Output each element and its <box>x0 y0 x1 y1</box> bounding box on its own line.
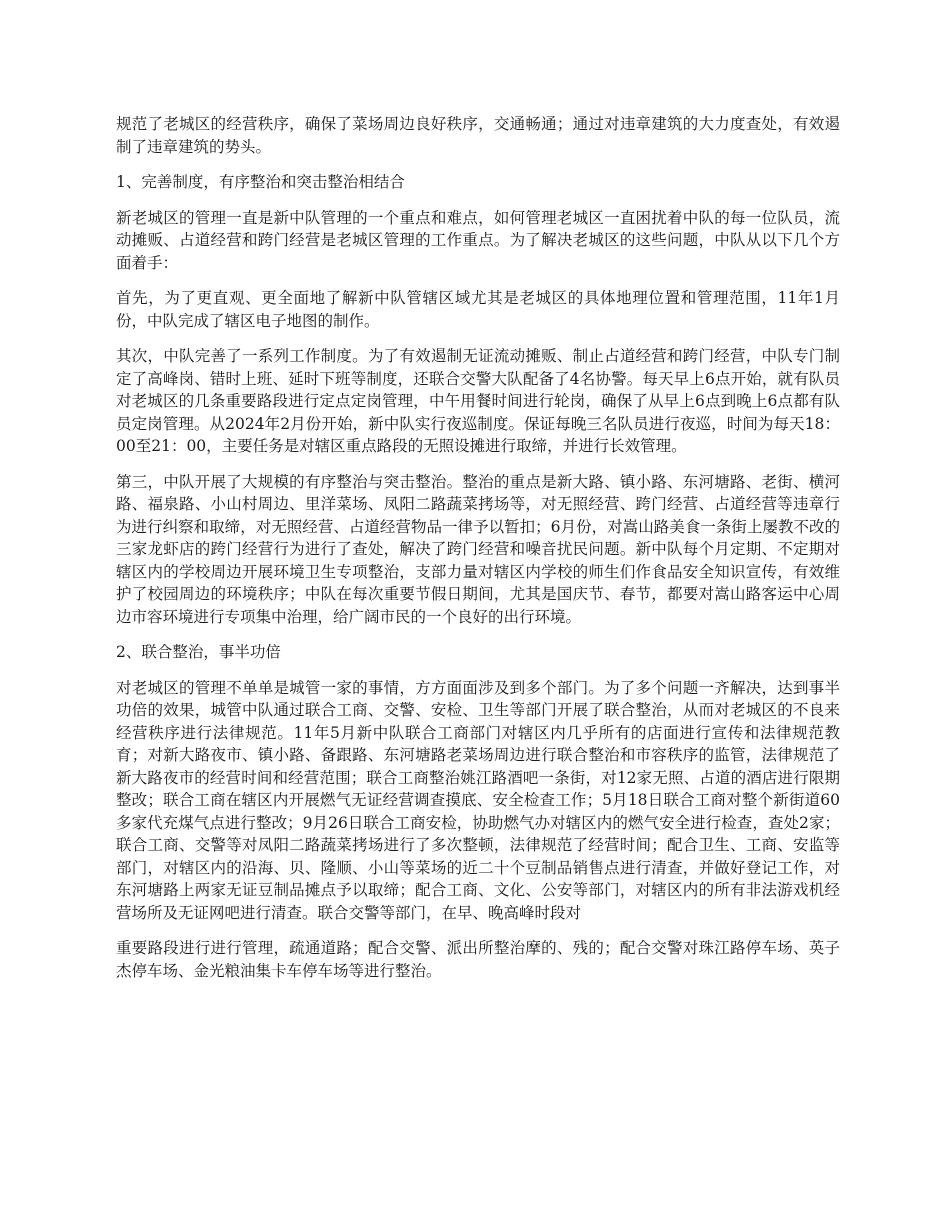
paragraph-joint-action: 对老城区的管理不单单是城管一家的事情，方方面面涉及到多个部门。为了多个问题一齐解决，达到事半功倍的效果，城管中队通过联合工商、交警、安检、卫生等部门开展了联合整治，从而对老城区的不良来经营秩序进行法律规范。11年5月新中队联合工商部门对辖区内几乎所有的店面进行宣传和法律规范教育；对新大路夜市、镇小路、备跟路、东河塘路老菜场周边进行联合整治和市容秩序的监管，法律规范了新大路夜市的经营时间和经营范围；联合工商整治姚江路酒吧一条街，对12家无照、占道的酒店进行限期整改；联合工商在辖区内开展燃气无证经营调查摸底、安全检查工作；5月18日联合工商对整个新街道60多家代充煤气点进行整改；9月26日联合工商安检，协助燃气办对辖区内的燃气安全进行检查，查处2家；联合工商、交警等对凤阳二路蔬菜拷场进行了多次整顿，法律规范了经营时间；配合卫生、工商、安监等部门，对辖区内的沿海、贝、隆顺、小山等菜场的近二十个豆制品销售点进行清查，并做好登记工作，对东河塘路上两家无证豆制品摊点予以取缔；配合工商、文化、公安等部门，对辖区内的所有非法游戏机经营场所及无证网吧进行清查。联合交警等部门，在早、晚高峰时段对 <box>116 678 840 922</box>
paragraph-overview: 新老城区的管理一直是新中队管理的一个重点和难点，如何管理老城区一直困扰着中队的每一位队员，流动摊贩、占道经营和跨门经营是老城区管理的工作重点。为了解决老城区的这些问题，中队从以下几个方面着手： <box>116 208 840 272</box>
section-heading-2: 2、联合整治，事半功倍 <box>116 643 281 661</box>
paragraph-third: 第三，中队开展了大规模的有序整治与突击整治。整治的重点是新大路、镇小路、东河塘路、老街、横河路、福泉路、小山村周边、里洋菜场、凤阳二路蔬菜拷场等，对无照经营、跨门经营、占道经营等违章行为进行纠察和取缔，对无照经营、占道经营物品一律予以暂扣；6月份，对嵩山路美食一条街上屡教不改的三家龙虾店的跨门经营行为进行了查处，解决了跨门经营和噪音扰民问题。新中队每个月定期、不定期对辖区内的学校周边开展环境卫生专项整治，支部力量对辖区内学校的师生们作食品安全知识宣传，有效维护了校园周边的环境秩序；中队在每次重要节假日期间，尤其是国庆节、春节，都要对嵩山路客运中心周边市容环境进行专项集中治理，给广阔市民的一个良好的出行环境。 <box>116 472 840 626</box>
document-page <box>116 113 840 995</box>
paragraph-intro: 规范了老城区的经营秩序，确保了菜场周边良好秩序，交通畅通；通过对违章建筑的大力度查处，有效遏制了违章建筑的势头。 <box>116 115 840 156</box>
paragraph-second: 其次，中队完善了一系列工作制度。为了有效遏制无证流动摊贩、制止占道经营和跨门经营，中队专门制定了高峰岗、错时上班、延时下班等制度，还联合交警大队配备了4名协警。每天早上6点开始，就有队员对老城区的几条重要路段进行定点定岗管理，中午用餐时间进行轮岗，确保了从早上6点到晚上6点都有队员定岗管理。从2024年2月份开始，新中队实行夜巡制度。保证每晚三名队员进行夜巡，时间为每天18：00至21：00，主要任务是对辖区重点路段的无照设摊进行取缔，并进行长效管理。 <box>116 347 840 455</box>
section-heading-1: 1、完善制度，有序整治和突击整治相结合 <box>116 173 405 191</box>
paragraph-first: 首先，为了更直观、更全面地了解新中队管辖区域尤其是老城区的具体地理位置和管理范围，11年1月份，中队完成了辖区电子地图的制作。 <box>116 289 840 330</box>
paragraph-closing: 重要路段进行进行管理，疏通道路；配合交警、派出所整治摩的、残的；配合交警对珠江路停车场、英子杰停车场、金光粮油集卡车停车场等进行整治。 <box>116 939 840 980</box>
